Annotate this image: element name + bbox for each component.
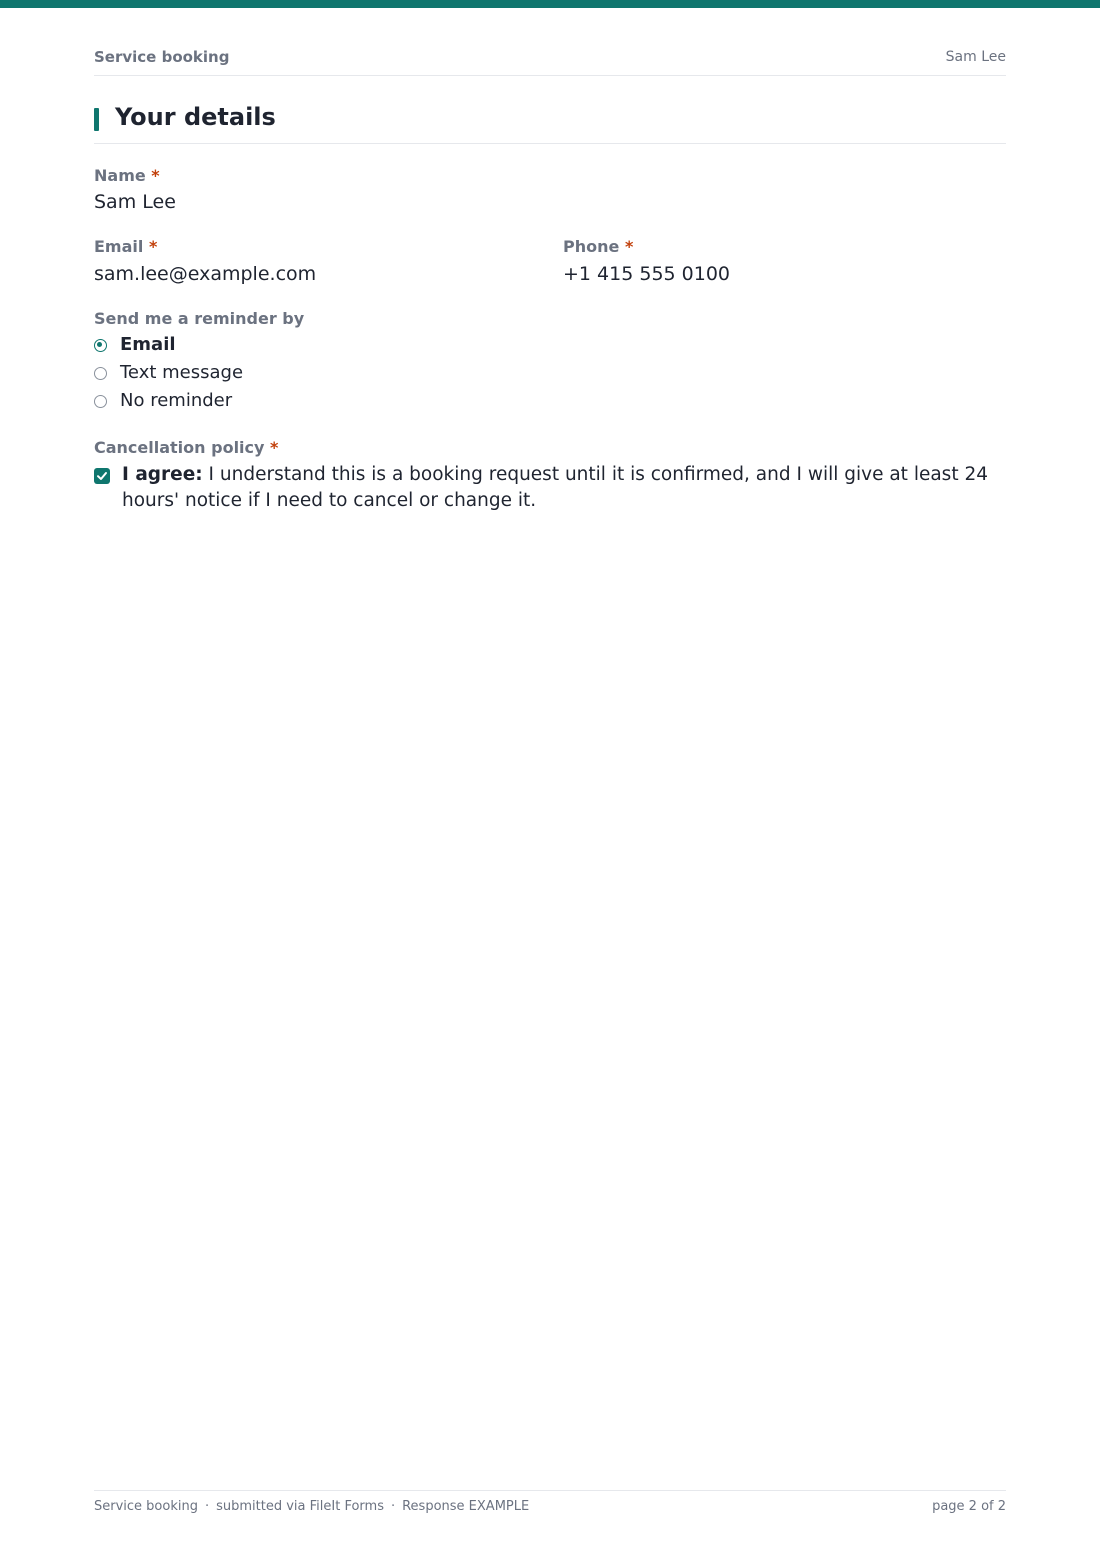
name-label-text: Name	[94, 166, 146, 185]
reminder-option-label: Text message	[120, 362, 244, 383]
email-label-text: Email	[94, 237, 144, 256]
radio-unselected-icon[interactable]	[94, 367, 107, 380]
page-footer	[94, 1490, 1006, 1521]
checkmark-icon	[96, 470, 108, 482]
agree-checkbox[interactable]	[94, 468, 110, 484]
radio-selected-icon[interactable]	[94, 339, 107, 352]
cancellation-required-mark: *	[270, 438, 279, 457]
cancellation-field-label	[94, 438, 278, 457]
top-accent-bar	[0, 0, 1100, 8]
phone-label-text: Phone	[563, 237, 620, 256]
section-heading	[94, 103, 1006, 144]
radio-unselected-icon[interactable]	[94, 395, 107, 408]
phone-required-mark: *	[624, 237, 634, 256]
agree-label: I agree:	[122, 464, 203, 485]
email-field-value: sam.lee@example.com	[94, 263, 317, 285]
page-header	[94, 48, 1006, 76]
page-number: page 2 of 2	[932, 1499, 1006, 1514]
reminder-option-label: Email	[120, 334, 176, 355]
name-field-label	[94, 166, 160, 185]
agreement-text	[122, 462, 1012, 514]
form-title: Service booking	[94, 48, 230, 66]
cancellation-label-text: Cancellation policy	[94, 438, 265, 457]
reminder-option-label: No reminder	[120, 390, 233, 411]
phone-field-value: +1 415 555 0100	[563, 263, 731, 285]
agree-body: I understand this is a booking request until it is confirmed, and I will give at least 24 hours' notice if I need to cancel or change it.	[122, 464, 988, 511]
name-required-mark: *	[151, 166, 160, 185]
respondent-name: Sam Lee	[945, 49, 1006, 65]
footer-form-name: Service booking	[94, 1499, 198, 1514]
footer-separator: ·	[390, 1499, 396, 1514]
reminder-field-label: Send me a reminder by	[94, 309, 305, 328]
footer-response-id: Response EXAMPLE	[402, 1499, 530, 1514]
email-field-label	[94, 237, 157, 256]
footer-submitted-via: submitted via FileIt Forms	[216, 1499, 384, 1514]
footer-info	[94, 1499, 529, 1514]
phone-field-label	[563, 237, 633, 256]
email-required-mark: *	[148, 237, 158, 256]
section-accent-marker	[94, 108, 99, 131]
section-title: Your details	[115, 103, 276, 131]
name-field-value: Sam Lee	[94, 191, 176, 213]
footer-separator: ·	[204, 1499, 210, 1514]
